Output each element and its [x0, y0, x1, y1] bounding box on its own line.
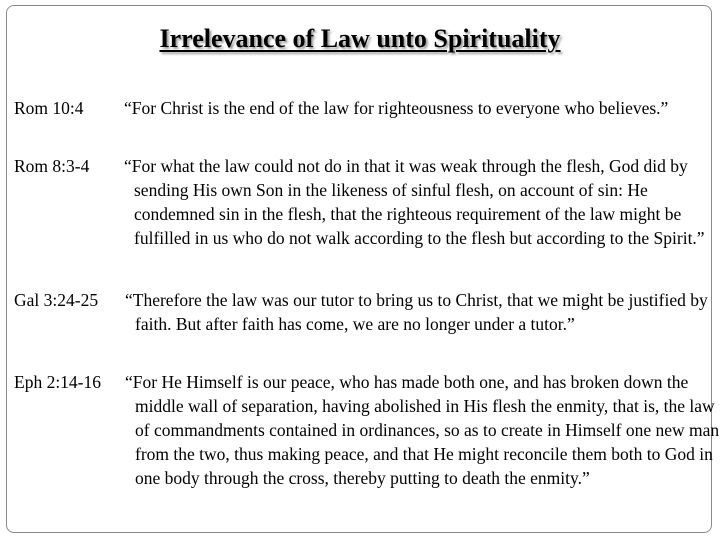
verse-quote: “For He Himself is our peace, who has made both one, and has broken down the middle wall of separation, having abolished in His flesh the enmity, that is, the law of commandments contained in ordinances, so as to create in Himself one new man from the two, thus making peace, and that He might reconcile them both to God in one body through the cross, thereby putting to death the enmity.” [125, 372, 720, 488]
verse-reference: Rom 8:3-4 [14, 156, 90, 176]
verse-quote: “For what the law could not do in that it was weak through the flesh, God did by sending His own Son in the likeness of sinful flesh, on account of sin: He condemned sin in the flesh, that the righteous requirement of the law might be fulfilled in us who do not walk according to the flesh but according to the Spirit.” [124, 156, 705, 248]
slide-title: Irrelevance of Law unto Spirituality [159, 24, 561, 53]
verse-reference: Eph 2:14-16 [14, 372, 102, 392]
verse-quote: “For Christ is the end of the law for righteousness to everyone who believes.” [124, 98, 669, 118]
verse-reference: Gal 3:24-25 [14, 290, 99, 310]
verse-quote: “Therefore the law was our tutor to bring us to Christ, that we might be justified by faith. But after faith has come, we are no longer under a tutor.” [125, 290, 708, 334]
verse-reference: Rom 10:4 [14, 98, 84, 118]
